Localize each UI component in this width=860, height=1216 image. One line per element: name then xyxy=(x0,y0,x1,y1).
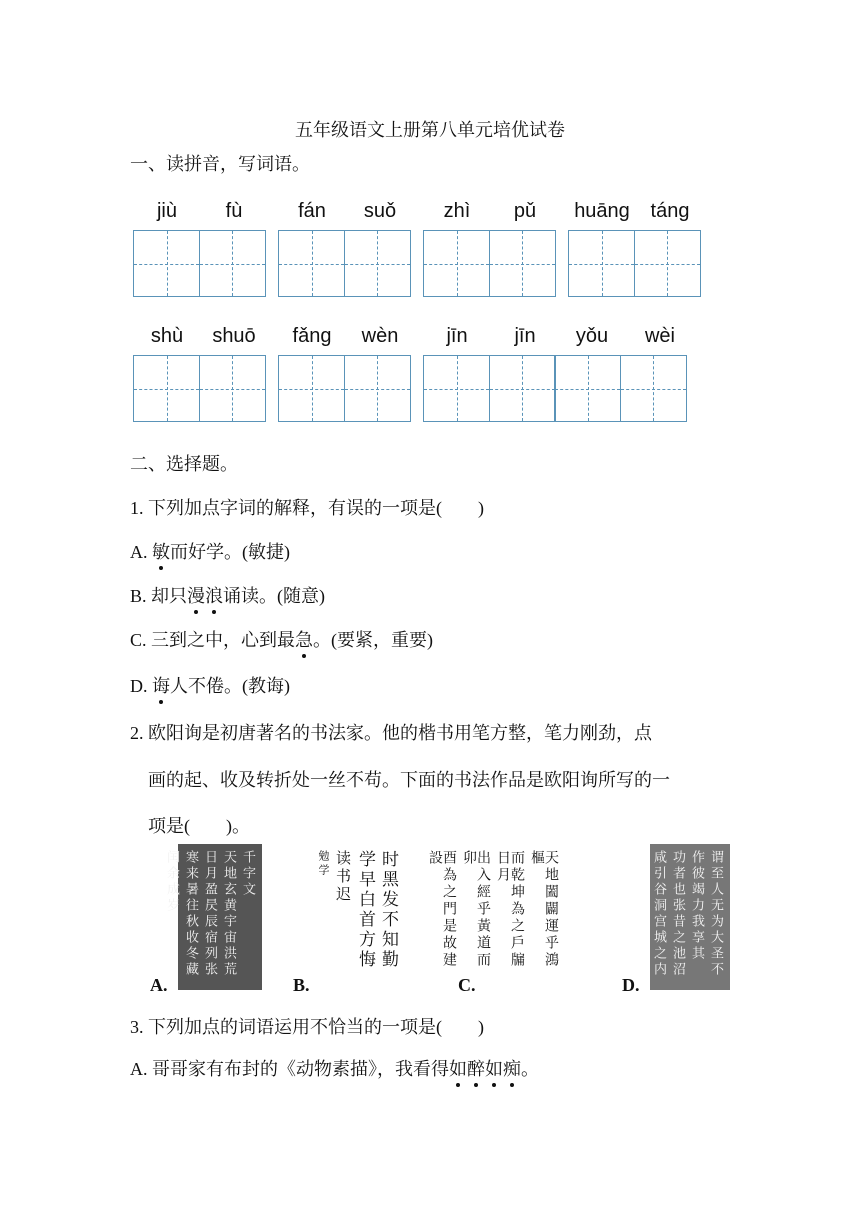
pinyin: suǒ xyxy=(363,200,397,222)
pinyin: pǔ xyxy=(513,200,537,222)
pinyin: shuō xyxy=(212,325,256,347)
calligraphy-image-b[interactable]: 时黑发不知勤 学早白首方悔 读书迟 勉学 xyxy=(318,844,404,976)
question-1-stem: 1. 下列加点字词的解释，有误的一项是( ) xyxy=(130,498,484,518)
option-label-a: A. xyxy=(150,975,168,995)
writing-grid[interactable] xyxy=(133,230,264,297)
q1-option-b[interactable]: B. 却只漫浪诵读。(随意) xyxy=(130,582,325,608)
calligraphy-image-a[interactable]: 千字文 天地玄黄宇宙洪荒 日月盈昃辰宿列张 寒来暑往秋收冬藏 闰余成岁 xyxy=(178,844,262,990)
pinyin: zhì xyxy=(443,200,471,222)
pinyin: fǎng xyxy=(292,325,332,347)
q1-option-a[interactable]: A. 敏而好学。(敏捷) xyxy=(130,538,290,564)
calligraphy-image-d[interactable]: 谓至人无为大圣不 作彼竭力我享其 功者也张昔之池沼 咸引谷洞宫城之内 xyxy=(650,844,730,990)
question-2-line-3: 项是( )。 xyxy=(148,816,250,836)
pinyin: huāng xyxy=(574,200,630,222)
writing-grid[interactable] xyxy=(423,230,554,297)
question-3-stem: 3. 下列加点的词语运用不恰当的一项是( ) xyxy=(130,1017,484,1037)
q1-option-c[interactable]: C. 三到之中，心到最急。(要紧，重要) xyxy=(130,626,433,652)
option-label-c: C. xyxy=(458,975,476,995)
pinyin: jiù xyxy=(156,200,177,222)
option-label-b: B. xyxy=(293,975,310,995)
writing-grid[interactable] xyxy=(278,355,409,422)
q1-option-d[interactable]: D. 诲人不倦。(教诲) xyxy=(130,672,290,698)
pinyin: jīn xyxy=(446,325,468,347)
writing-grid[interactable] xyxy=(568,230,699,297)
question-2-line-2: 画的起、收及转折处一丝不苟。下面的书法作品是欧阳询所写的一 xyxy=(148,770,670,790)
writing-grid[interactable] xyxy=(133,355,264,422)
pinyin: wèn xyxy=(361,325,399,347)
calligraphy-image-c[interactable]: 天地闔闢運乎鴻樞 而乾坤為之戶牖日月 出入經乎黃道而卯 酉為之門是故建設 xyxy=(484,844,566,990)
pinyin: jīn xyxy=(514,325,536,347)
section2-heading: 二、选择题。 xyxy=(130,454,238,474)
q3-option-a[interactable]: A. 哥哥家有布封的《动物素描》，我看得如醉如痴。 xyxy=(130,1055,539,1081)
pinyin: fán xyxy=(298,200,326,222)
section1-heading: 一、读拼音，写词语。 xyxy=(130,154,310,174)
writing-grid[interactable] xyxy=(423,355,685,422)
page-title: 五年级语文上册第八单元培优试卷 xyxy=(295,120,565,140)
question-2-line-1: 2. 欧阳询是初唐著名的书法家。他的楷书用笔方整，笔力刚劲，点 xyxy=(130,723,652,743)
writing-grid[interactable] xyxy=(278,230,409,297)
option-label-d: D. xyxy=(622,975,640,995)
pinyin: wèi xyxy=(644,325,675,347)
pinyin: yǒu xyxy=(575,325,609,347)
pinyin: táng xyxy=(650,200,690,222)
pinyin: fù xyxy=(225,200,243,222)
pinyin: shù xyxy=(150,325,184,347)
